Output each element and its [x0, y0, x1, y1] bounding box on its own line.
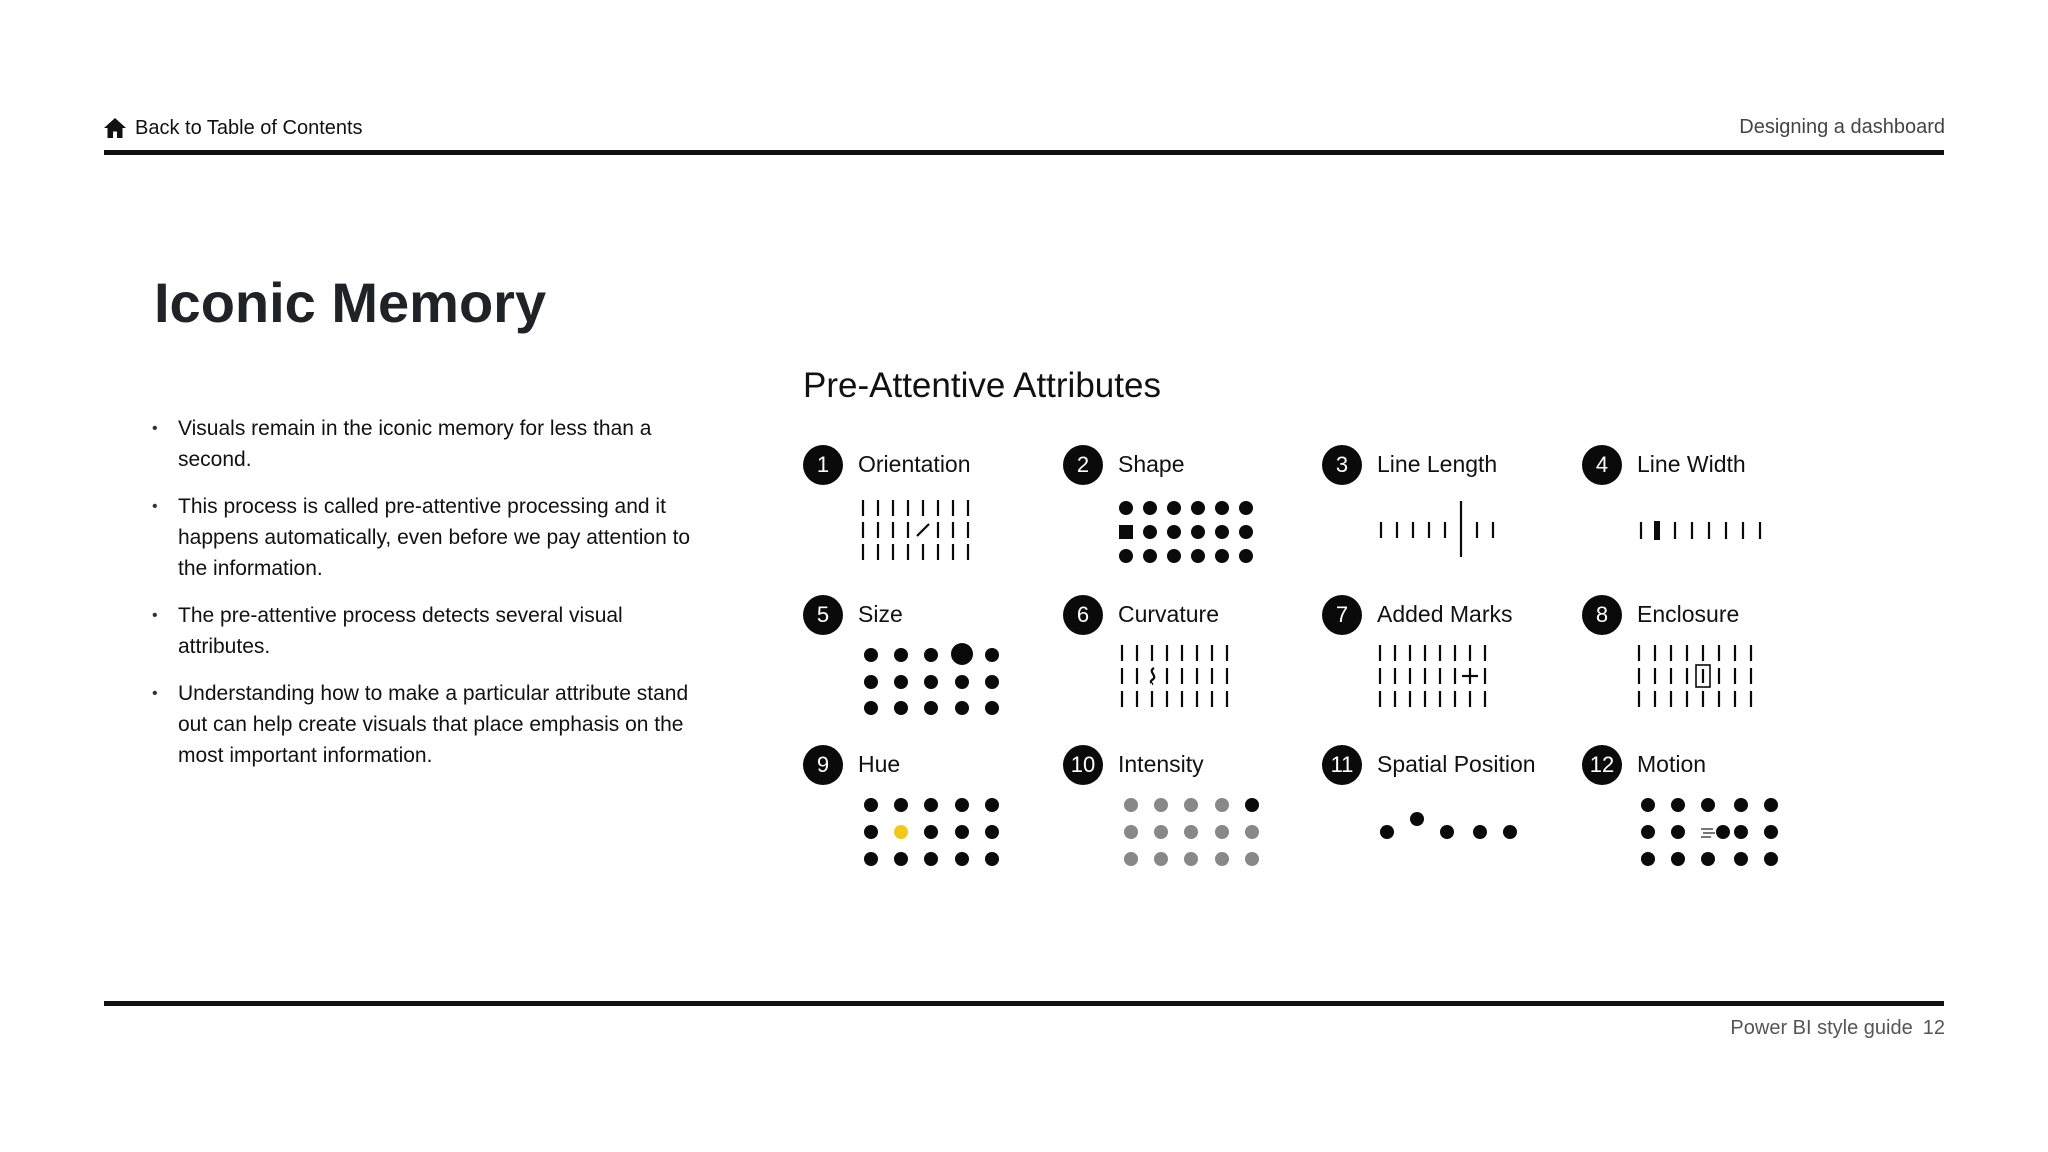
- header-divider: [104, 150, 1944, 155]
- intensity-glyph: [1118, 795, 1268, 865]
- attributes-title: Pre-Attentive Attributes: [803, 366, 1161, 405]
- number-badge: 4: [1582, 445, 1622, 485]
- footer-guide-title: Power BI style guide: [1730, 1017, 1913, 1039]
- added-marks-glyph: [1377, 645, 1527, 715]
- home-icon: [103, 116, 127, 140]
- motion-glyph: [1637, 795, 1787, 865]
- number-badge: 11: [1322, 745, 1362, 785]
- number-badge: 6: [1063, 595, 1103, 635]
- spatial-position-glyph: [1377, 795, 1527, 865]
- attribute-label: Line Length: [1377, 451, 1498, 477]
- attribute-label: Curvature: [1118, 601, 1219, 627]
- attribute-label: Intensity: [1118, 751, 1204, 777]
- footer-divider: [104, 1001, 1944, 1006]
- number-badge: 7: [1322, 595, 1362, 635]
- hue-glyph: [858, 795, 1008, 865]
- number-badge: 3: [1322, 445, 1362, 485]
- number-badge: 9: [803, 745, 843, 785]
- enclosure-glyph: [1637, 645, 1787, 715]
- number-badge: 5: [803, 595, 843, 635]
- attribute-label: Size: [858, 601, 903, 627]
- number-badge: 2: [1063, 445, 1103, 485]
- back-link-label: Back to Table of Contents: [135, 116, 363, 139]
- bullet-list: [150, 413, 710, 787]
- line-length-glyph: [1377, 495, 1527, 565]
- orientation-glyph: [858, 495, 1008, 565]
- attribute-label: Shape: [1118, 451, 1185, 477]
- attribute-label: Motion: [1637, 751, 1707, 777]
- attribute-label: Line Width: [1637, 451, 1746, 477]
- attribute-label: Added Marks: [1377, 601, 1513, 627]
- shape-glyph: [1118, 495, 1268, 565]
- attribute-label: Hue: [858, 751, 901, 777]
- section-label: Designing a dashboard: [1739, 116, 1945, 138]
- number-badge: 12: [1582, 745, 1622, 785]
- bullet-item: • Visuals remain in the iconic memory for less than a second.: [150, 413, 710, 475]
- line-width-glyph: [1637, 495, 1787, 565]
- bullet-item: • The pre-attentive process detects several visual attributes.: [150, 600, 710, 662]
- back-to-contents-link[interactable]: [103, 116, 363, 140]
- number-badge: 1: [803, 445, 843, 485]
- attribute-label: Spatial Position: [1377, 751, 1536, 777]
- number-badge: 10: [1063, 745, 1103, 785]
- attribute-label: Orientation: [858, 451, 971, 477]
- attribute-label: Enclosure: [1637, 601, 1740, 627]
- bullet-item: • This process is called pre-attentive processing and it happens automatically, even before we pay attention to the information.: [150, 491, 710, 584]
- footer: [1730, 1017, 1945, 1040]
- number-badge: 8: [1582, 595, 1622, 635]
- size-glyph: [858, 645, 1008, 715]
- page-title: Iconic Memory: [154, 271, 547, 334]
- curvature-glyph: [1118, 645, 1268, 715]
- page-number: 12: [1922, 1017, 1945, 1039]
- bullet-item: • Understanding how to make a particular attribute stand out can help create visuals that place emphasis on the most important information.: [150, 678, 710, 771]
